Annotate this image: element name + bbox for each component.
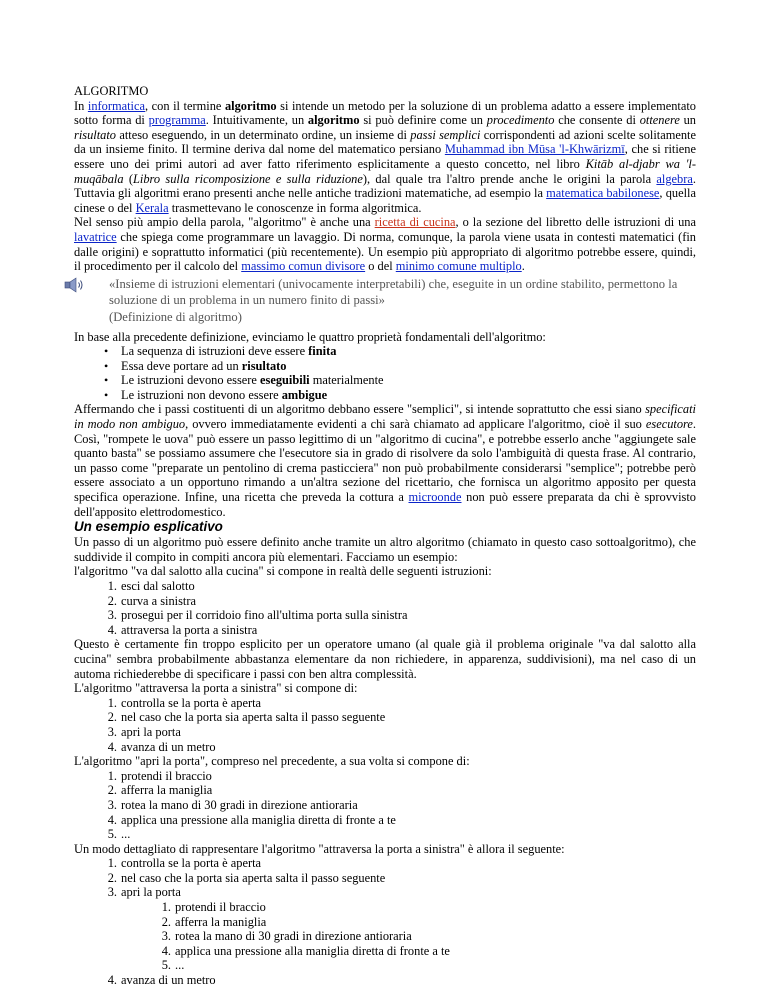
list-item: 3. apri la porta 1. protendi il braccio 2. afferra la maniglia 3. rotea la mano di 30 gradi in direzione antioraria 4. applica una pressione alla maniglia diretta di fronte a te 5. ... bbox=[121, 885, 696, 973]
paragraph-modo-dettagliato: Un modo dettagliato di rappresentare l'algoritmo "attraversa la porta a sinistra" è allora il seguente: bbox=[74, 841, 565, 856]
list-item: 1. controlla se la porta è aperta bbox=[107, 856, 262, 871]
section-heading: Un esempio esplicativo bbox=[74, 519, 223, 535]
properties-list bbox=[74, 344, 696, 402]
paragraph-senso-ampio: Nel senso più ampio della parola, "algoritmo" è anche una ricetta di cucina, o la sezione del libretto delle istruzioni di una lavatrice che spiega come programmare un lavaggio. Di norma, comunque, la parola viene usata in contesti matematici (fin dalle origini) e soprattutto informatici (più recentemente). Un esempio più appropriato di algoritmo potrebbe essere, quindi, il procedimento per il calcolo del massimo comun divisore o del minimo comune multiplo. bbox=[74, 215, 696, 274]
link-informatica[interactable]: informatica bbox=[87, 98, 145, 113]
list-item: 2. curva a sinistra bbox=[107, 593, 197, 608]
list-item: 5. ... bbox=[107, 827, 131, 842]
list-item: • Le istruzioni devono essere eseguibili materialmente bbox=[121, 373, 696, 388]
list-item: 3. rotea la mano di 30 gradi in direzione antioraria bbox=[161, 929, 412, 944]
list-dettagliato bbox=[74, 856, 696, 987]
list-item: 3. rotea la mano di 30 gradi in direzione antioraria bbox=[107, 797, 358, 812]
list-item: • La sequenza di istruzioni deve essere finita bbox=[121, 344, 696, 359]
link-muhammad[interactable]: Muhammad ibn Mūsa 'l-Khwārizmī bbox=[444, 142, 625, 157]
list-item: 1. protendi il braccio bbox=[161, 900, 266, 915]
list-item: 1. esci dal salotto bbox=[107, 579, 195, 593]
paragraph-attraversa-porta: L'algoritmo "attraversa la porta a sinistra" si compone di: bbox=[74, 681, 358, 696]
list-apri-porta bbox=[74, 769, 696, 842]
list-item: 4. avanza di un metro bbox=[107, 739, 216, 754]
list-item: 2. afferra la maniglia bbox=[107, 783, 213, 798]
link-kerala[interactable]: Kerala bbox=[135, 200, 169, 215]
link-matematica-babilonese[interactable]: matematica babilonese bbox=[546, 186, 660, 201]
list-item: 2. nel caso che la porta sia aperta salta il passo seguente bbox=[107, 710, 386, 725]
list-item: • Essa deve portare ad un risultato bbox=[121, 359, 696, 374]
list-item: 3. prosegui per il corridoio fino all'ultima porta sulla sinistra bbox=[107, 608, 408, 623]
document-page bbox=[74, 84, 696, 988]
link-ricetta-di-cucina[interactable]: ricetta di cucina bbox=[374, 215, 456, 230]
list-item: 2. nel caso che la porta sia aperta salta il passo seguente bbox=[107, 870, 386, 885]
list-item: 4. attraversa la porta a sinistra bbox=[107, 622, 258, 637]
paragraph-apri-porta: L'algoritmo "apri la porta", compreso nel precedente, a sua volta si compone di: bbox=[74, 754, 470, 769]
paragraph-operatore-umano: Questo è certamente fin troppo esplicito per un operatore umano (al quale già il problema originale "va dal salotto alla cucina" sembra probabilmente abbastanza elementare da non richiedere, in apparenza, suddivisioni), ma nel caso di un automa richiederebbe di specificare i passi con ben altra complessità. bbox=[74, 637, 696, 681]
paragraph-proprieta: In base alla precedente definizione, evinciamo le quattro proprietà fondamentali dell'algoritmo: bbox=[74, 329, 546, 344]
paragraph-salotto-cucina: l'algoritmo "va dal salotto alla cucina" si compone in realtà delle seguenti istruzioni: bbox=[74, 564, 492, 579]
list-item: 4. avanza di un metro bbox=[107, 973, 216, 988]
paragraph-sottoalgoritmo: Un passo di un algoritmo può essere definito anche tramite un altro algoritmo (chiamato in questo caso sottoalgoritmo), che suddivide il compito in compiti ancora più elementari. Facciamo un esempio: bbox=[74, 535, 696, 564]
document-title: ALGORITMO bbox=[74, 84, 149, 98]
sublist-apri-porta bbox=[121, 900, 696, 973]
intro-paragraph: In informatica, con il termine algoritmo si intende un metodo per la soluzione di un problema adatto a essere implementato sotto forma di programma. Intuitivamente, un algoritmo si può definire come un procedimento che consente di ottenere un risultato atteso eseguendo, in un determinato ordine, un insieme di passi semplici corrispondenti ad azioni scelte solitamente da un insieme finito. Il termine deriva dal nome del matematico persiano Muhammad ibn Mūsa 'l-Khwārizmī, che si ritiene essere uno dei primi autori ad aver fatto riferimento esplicitamente a questo concetto, nel libro Kitāb al-djabr wa 'l-muqābala (Libro sulla ricomposizione e sulla riduzione), dal quale tra l'altro prende anche le origini la parola algebra. Tuttavia gli algoritmi erano presenti anche nelle antiche tradizioni matematiche, ad esempio la matematica babilonese, quella cinese o del Kerala trasmettevano le conoscenze in forma algoritmica. bbox=[74, 98, 697, 215]
list-attraversa-porta bbox=[74, 696, 696, 754]
link-microonde[interactable]: microonde bbox=[408, 490, 462, 505]
link-massimo-comun-divisore[interactable]: massimo comun divisore bbox=[241, 259, 366, 274]
paragraph-passi-semplici: Affermando che i passi costituenti di un algoritmo debbano essere "semplici", si intende soprattutto che essi siano specificati in modo non ambiguo, ovvero immediatamente evidenti a chi sarà chiamato ad applicare l'algoritmo, cioè il suo esecutore. Così, "rompete le uova" può essere un passo legittimo di un "algoritmo di cucina", e potrebbe esserlo anche "aggiungete sale quanto basta" se possiamo assumere che l'esecutore sia in grado di risolvere da solo l'ambiguità di questa frase. Al contrario, un passo come "preparate un pentolino di crema pasticciera" non può probabilmente considerarsi "semplice"; potrebbe però essere associato a un opportuno rimando a un'altra sezione del ricettario, che fornisca un algoritmo apposito per questa specifica operazione. Infine, una ricetta che preveda la cottura a microonde non può essere preparata da chi è sprovvisto dell'apposito elettrodomestico. bbox=[74, 402, 696, 519]
list-item: 1. protendi il braccio bbox=[107, 768, 212, 783]
speaker-icon[interactable] bbox=[62, 277, 86, 293]
quote-text: «Insieme di istruzioni elementari (univocamente interpretabili) che, eseguite in un ordine stabilito, permettono la soluzione di un problema in un numero finito di passi» bbox=[109, 276, 678, 308]
list-item: • Le istruzioni non devono essere ambigue bbox=[121, 388, 696, 403]
link-minimo-comune-multiplo[interactable]: minimo comune multiplo bbox=[395, 259, 522, 274]
list-item: 5. ... bbox=[161, 958, 185, 973]
list-item: 1. controlla se la porta è aperta bbox=[107, 695, 262, 710]
list-item: 3. apri la porta bbox=[107, 724, 181, 739]
list-item: 4. applica una pressione alla maniglia diretta di fronte a te bbox=[107, 812, 396, 827]
link-lavatrice[interactable]: lavatrice bbox=[74, 229, 117, 244]
list-item: 2. afferra la maniglia bbox=[161, 914, 267, 929]
link-programma[interactable]: programma bbox=[148, 113, 206, 128]
link-algebra[interactable]: algebra bbox=[656, 171, 693, 186]
list-salotto-cucina bbox=[74, 579, 696, 637]
definition-quote bbox=[74, 276, 696, 326]
list-item: 4. applica una pressione alla maniglia diretta di fronte a te bbox=[161, 943, 450, 958]
quote-source: (Definizione di algoritmo) bbox=[109, 309, 242, 324]
